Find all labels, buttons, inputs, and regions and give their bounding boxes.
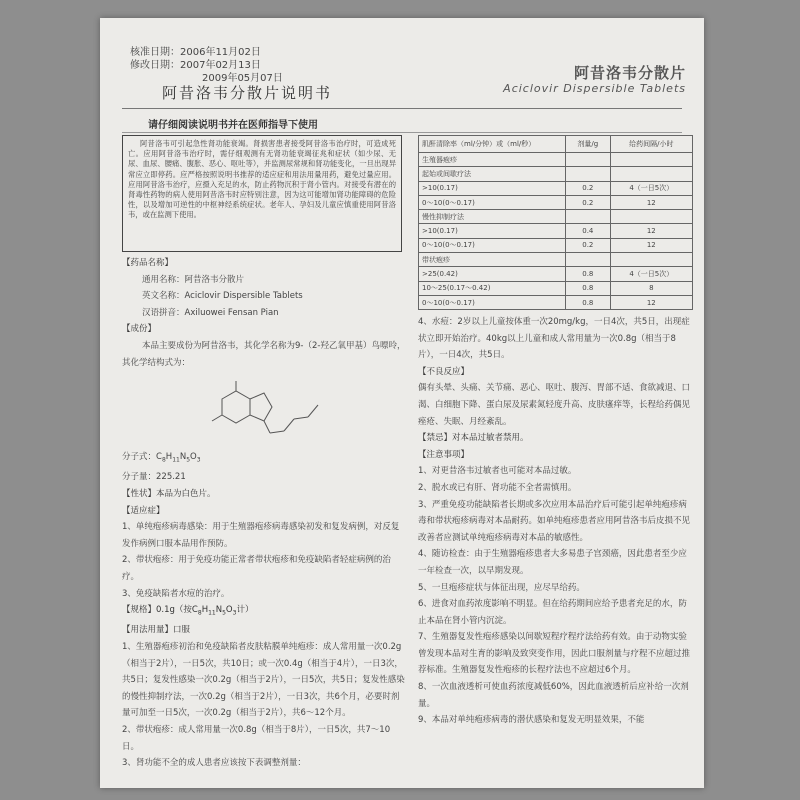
header-interval: 给药间隔/小时	[610, 136, 692, 153]
table-cell: 0.8	[566, 295, 611, 309]
table-cell: 4（一日5次）	[610, 267, 692, 281]
table-cell: 0.2	[566, 195, 611, 209]
table-header-row	[419, 136, 693, 153]
formula-c: C	[156, 452, 162, 463]
boxed-warning: 阿昔洛韦可引起急性肾功能衰竭。肾损害患者接受阿昔洛韦治疗时，可造成死亡。应用阿昔洛韦治疗时，需仔细观测有无肾功能衰竭征兆和症状（如少尿、无尿、血尿、腰痛、腹胀、恶心、呕吐等），并监测尿常规和肾功能变化，一旦出现异常应立即停药。应严格按照说明书推荐的适应症和用法用量用药，避免过量应用。应用阿昔洛韦治疗，应摄入充足的水，防止药物沉积于肾小管内。对接受有潜在的肾毒性药物的病人使用阿昔洛韦时应特别注意，因为这可能增加肾功能障碍的危险性，以及增加可逆性的中枢神经系统症状。老年人、孕妇及儿童应慎重使用阿昔洛韦，或在监测下使用。	[122, 135, 402, 252]
table-cell	[566, 253, 611, 267]
leaflet-title: 阿昔洛韦分散片说明书	[162, 84, 333, 102]
section-drug-name: 【药品名称】	[122, 258, 174, 268]
spec-o-n: 3	[232, 609, 237, 617]
table-cell	[566, 167, 611, 181]
precaution-7: 7、生殖器复发性疱疹感染以间歇短程疗程疗法给药有效。由于动物实验曾发现本品对生育的影响及致突变作用，因此口服剂量与疗程不应超过推荐标准。生殖器复发性疱疹的长程疗法也不应超过6个月。	[418, 632, 691, 676]
divider-line	[122, 108, 682, 109]
indication-3: 3、免疫缺陷者水痘的治疗。	[122, 588, 230, 599]
revision-date-1: 修改日期：2007年02月13日	[130, 60, 261, 71]
table-cell: 12	[610, 224, 692, 238]
spec-h: H	[201, 605, 209, 616]
table-row	[419, 253, 693, 267]
table-cell: 生殖器疱疹	[419, 153, 566, 167]
section-indications: 【适应症】	[122, 505, 165, 516]
table-cell: 4（一日5次）	[610, 181, 692, 195]
brand-name-cn: 阿昔洛韦分散片	[573, 64, 686, 82]
table-cell: 带状疱疹	[419, 253, 566, 267]
revision-date-2: 2009年05月07日	[202, 73, 283, 84]
spec-o: O	[225, 605, 233, 616]
divider-line	[122, 132, 682, 133]
table-cell: 0～10(0～0.17)	[419, 195, 566, 209]
header-clearance: 肌酐清除率（ml/分钟）或（ml/秒）	[419, 136, 566, 153]
formula-n: N	[179, 452, 187, 463]
section-contraindications: 【禁忌】对本品过敏者禁用。	[418, 433, 529, 444]
precaution-3: 3、严重免疫功能缺陷者长期或多次应用本品治疗后可能引起单纯疱疹病毒和带状疱疹病毒对本品耐药。如单纯疱疹患者应用阿昔洛韦后皮损不见改善者应测试单纯疱疹病毒对本品的敏感性。	[418, 499, 691, 543]
usage-1: 1、生殖器疱疹初治和免疫缺陷者皮肤粘膜单纯疱疹：成人常用量一次0.2g（相当于2片），一日5次，共10日；或一次0.4g（相当于4片），一日3次，共5日；复发性感染一次0.2g（相当于2片），一日5次，共5日；复发性感染的慢性抑制疗法，一次0.2g（相当于2片），一日3次，共6个月，必要时剂量可加至一日5次，一次0.2g（相当于2片），共6～12个月。	[122, 642, 405, 719]
table-row	[419, 267, 693, 281]
section-ingredients: 【成份】	[122, 324, 157, 335]
right-column	[418, 314, 690, 729]
dose-adjust-table	[418, 135, 693, 310]
adverse-text: 偶有头晕、头痛、关节痛、恶心、呕吐、腹泻、胃部不适、食欲减退、口渴、白细胞下降、蛋白尿及尿素氮轻度升高、皮肤瘙痒等，长程给药偶见痤疮、失眠、月经紊乱。	[418, 383, 691, 427]
table-row	[419, 195, 693, 209]
spec-pre: 【规格】0.1g（按C	[122, 605, 198, 616]
table-cell	[610, 253, 692, 267]
table-cell	[566, 153, 611, 167]
table-cell: 0.4	[566, 224, 611, 238]
table-cell: >25(0.42)	[419, 267, 566, 281]
table-cell: 慢性抑制疗法	[419, 210, 566, 224]
table-cell: 12	[610, 238, 692, 252]
precaution-4: 4、随访检查：由于生殖器疱疹患者大多易患子宫颈癌，因此患者至少应一年检查一次，以早期发现。	[418, 549, 687, 576]
molecular-weight: 分子量：225.21	[122, 472, 186, 483]
table-cell	[566, 210, 611, 224]
formula-c-n: 8	[161, 456, 166, 464]
common-name: 通用名称：阿昔洛韦分散片	[142, 274, 245, 285]
formula-h-n: 11	[172, 456, 180, 464]
table-cell: >10(0.17)	[419, 181, 566, 195]
chemical-structure	[122, 371, 407, 449]
table-cell: 0.8	[566, 267, 611, 281]
table-row	[419, 181, 693, 195]
section-traits: 【性状】本品为白色片。	[122, 489, 216, 500]
left-column	[122, 255, 407, 772]
brand-name-en: Aciclovir Dispersible Tablets	[503, 82, 686, 95]
indication-2: 2、带状疱疹：用于免疫功能正常者带状疱疹和免疫缺陷者轻症病例的治疗。	[122, 555, 391, 582]
spec-h-n: 11	[208, 609, 216, 617]
precaution-6: 6、进食对血药浓度影响不明显。但在给药期间应给予患者充足的水，防止本品在肾小管内沉淀。	[418, 599, 687, 626]
usage-4: 4、水痘：2岁以上儿童按体重一次20mg/kg，一日4次，共5日，出现症状立即开始治疗。40kg以上儿童和成人常用量为一次0.8g（相当于8片），一日4次，共5日。	[418, 317, 690, 361]
table-cell: 0.2	[566, 181, 611, 195]
table-cell: 0.2	[566, 238, 611, 252]
section-precautions: 【注意事项】	[418, 449, 470, 460]
formula-o: O	[190, 452, 197, 463]
precaution-1: 1、对更昔洛韦过敏者也可能对本品过敏。	[418, 466, 577, 477]
header-dose: 剂量/g	[566, 136, 611, 153]
molecular-formula	[122, 449, 407, 469]
formula-h: H	[165, 452, 173, 463]
table-cell: 0～10(0～0.17)	[419, 295, 566, 309]
indication-1: 1、单纯疱疹病毒感染：用于生殖器疱疹病毒感染初发和复发病例，对反复发作病例口服本品用作预防。	[122, 522, 400, 549]
spec-n-n: 5	[222, 609, 226, 617]
table-cell: 0～10(0～0.17)	[419, 238, 566, 252]
formula-o-n: 3	[196, 456, 201, 464]
table-row	[419, 281, 693, 295]
table-cell: >10(0.17)	[419, 224, 566, 238]
usage-2: 2、带状疱疹：成人常用量一次0.8g（相当于8片），一日5次，共7～10日。	[122, 725, 391, 752]
section-specification	[122, 602, 407, 622]
approval-date: 核准日期：2006年11月02日	[130, 47, 261, 58]
english-name: 英文名称：Aciclovir Dispersible Tablets	[142, 291, 303, 302]
section-usage: 【用法用量】口服	[122, 625, 191, 636]
structure-diagram-icon	[122, 371, 407, 449]
ingredients-text: 本品主要成份为阿昔洛韦，其化学名称为9-（2-羟乙氧甲基）鸟嘌呤，其化学结构式为：	[122, 340, 406, 368]
precaution-8: 8、一次血液透析可使血药浓度减低60%，因此血液透析后应补给一次剂量。	[418, 682, 689, 709]
table-cell: 起始或间歇疗法	[419, 167, 566, 181]
spec-post: 计）	[236, 605, 254, 616]
precaution-2: 2、脱水或已有肝、肾功能不全者需慎用。	[418, 482, 577, 493]
spec-c-n: 8	[197, 609, 202, 617]
table-cell	[610, 153, 692, 167]
table-row	[419, 238, 693, 252]
usage-notice: 请仔细阅读说明书并在医师指导下使用	[148, 120, 318, 131]
dates-block	[130, 46, 283, 85]
leaflet-paper	[100, 18, 704, 788]
table-cell: 10～25(0.17～0.42)	[419, 281, 566, 295]
table-row	[419, 224, 693, 238]
pinyin-name: 汉语拼音：Axiluowei Fensan Pian	[142, 307, 279, 318]
table-cell: 0.8	[566, 281, 611, 295]
precaution-9: 9、本品对单纯疱疹病毒的潜伏感染和复发无明显效果，不能	[418, 715, 645, 726]
formula-label: 分子式：	[122, 452, 157, 463]
table-cell	[610, 167, 692, 181]
table-row	[419, 153, 693, 167]
usage-3: 3、肾功能不全的成人患者应该按下表调整剂量：	[122, 758, 306, 769]
formula-n-n: 5	[186, 456, 191, 464]
spec-n: N	[215, 605, 223, 616]
section-adverse: 【不良反应】	[418, 366, 470, 377]
table-row	[419, 210, 693, 224]
precaution-5: 5、一旦疱疹症状与体征出现，应尽早给药。	[418, 582, 585, 593]
table-cell	[610, 210, 692, 224]
table-row	[419, 295, 693, 309]
table-row	[419, 167, 693, 181]
table-cell: 8	[610, 281, 692, 295]
table-cell: 12	[610, 295, 692, 309]
table-cell: 12	[610, 195, 692, 209]
